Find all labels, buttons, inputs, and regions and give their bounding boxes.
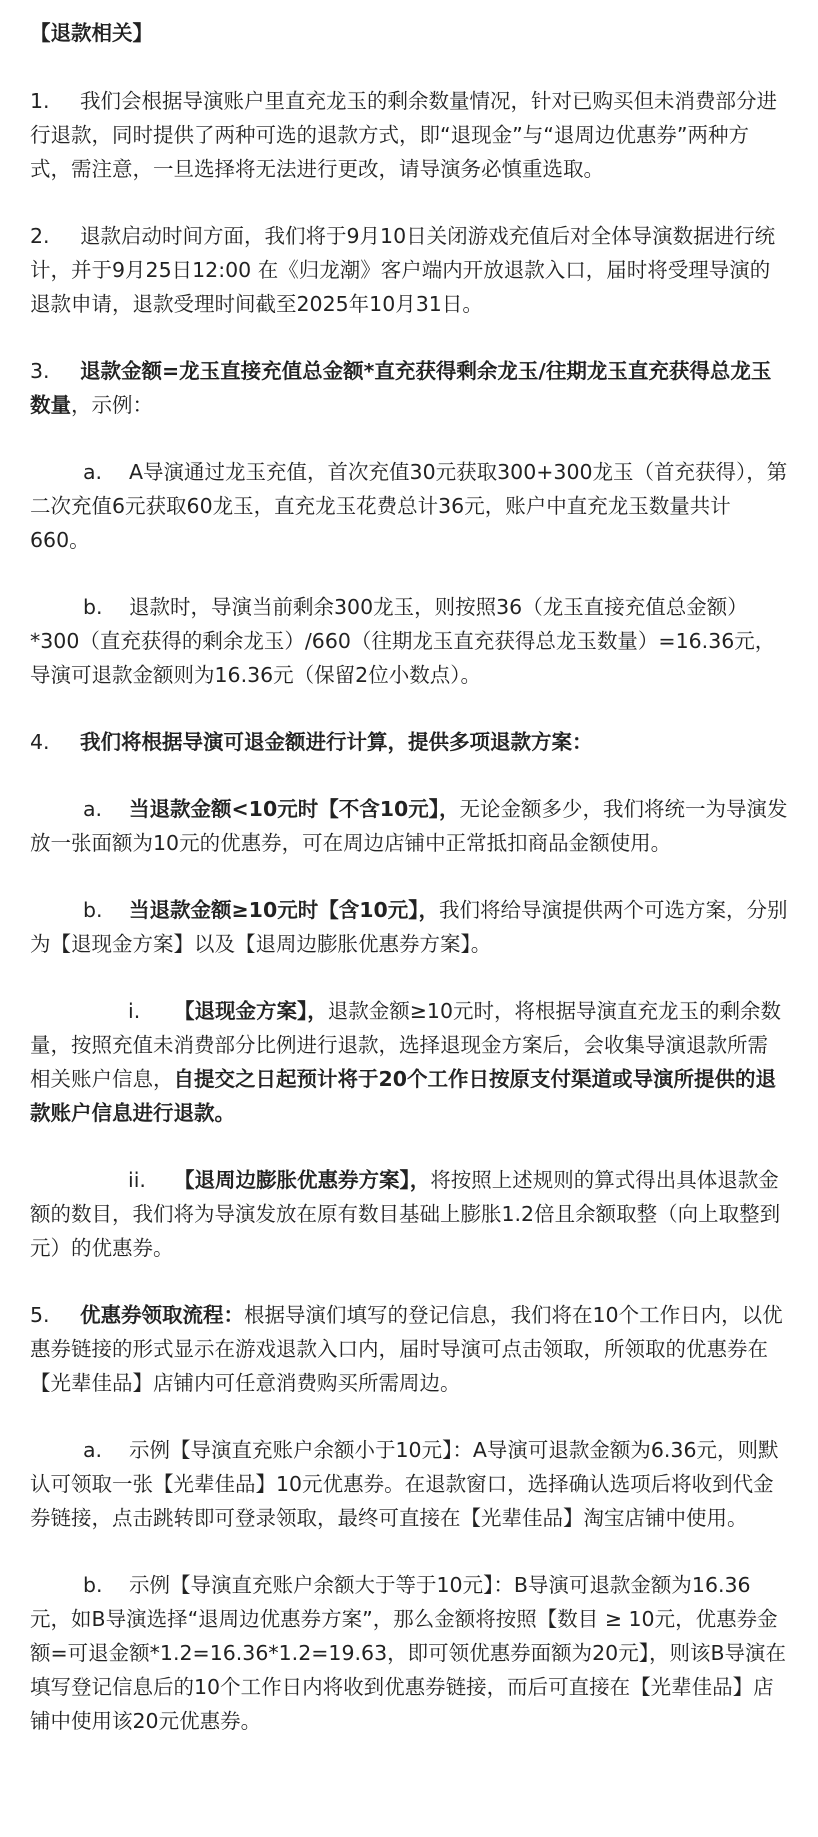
- paragraph-4a: [30, 792, 788, 860]
- item-number: 2.: [30, 224, 50, 248]
- item-number: a.: [83, 797, 103, 821]
- item-text: A导演通过龙玉充值，首次充值30元获取300+300龙玉（首充获得），第二次充值6元获取60龙玉，直充龙玉花费总计36元，账户中直充龙玉数量共计660。: [30, 460, 788, 552]
- paragraph-4bi: [30, 994, 788, 1130]
- paragraph-4bii: [30, 1163, 788, 1265]
- paragraph-3b: [30, 590, 788, 692]
- paragraph-4: [30, 725, 788, 759]
- item-bold-text: 【退现金方案】，: [174, 999, 328, 1023]
- paragraph-3a: [30, 455, 788, 557]
- item-text: 无论金额多少，我们将统一为导演发放一张面额为10元的优惠券，可在周边店铺中正常抵扣商品金额使用。: [30, 797, 788, 855]
- paragraph-5: [30, 1298, 788, 1400]
- paragraph-5a: [30, 1433, 788, 1535]
- item-bold-text: 退款金额=龙玉直接充值总金额*直充获得剩余龙玉/往期龙玉直充获得总龙玉数量: [30, 359, 772, 417]
- item-text: 根据导演们填写的登记信息，我们将在10个工作日内，以优惠券链接的形式显示在游戏退款入口内，届时导演可点击领取，所领取的优惠券在【光辈佳品】店铺内可任意消费购买所需周边。: [30, 1303, 783, 1395]
- item-bold-text: 我们将根据导演可退金额进行计算，提供多项退款方案：: [80, 730, 593, 754]
- item-number: 4.: [30, 730, 50, 754]
- item-text: 退款时，导演当前剩余300龙玉，则按照36（龙玉直接充值总金额）*300（直充获得的剩余龙玉）/660（往期龙玉直充获得总龙玉数量）=16.36元，导演可退款金额则为16.36元（保留2位小数点）。: [30, 595, 776, 687]
- item-text: ，示例：: [71, 393, 153, 417]
- paragraph-1: [30, 84, 788, 186]
- item-number: 5.: [30, 1303, 50, 1327]
- item-number: b.: [83, 898, 103, 922]
- item-text: 示例【导演直充账户余额大于等于10元】：B导演可退款金额为16.36元，如B导演选择“退周边优惠券方案”，那么金额将按照【数目 ≥ 10元，优惠券金额=可退金额*1.2=16.36*1.2=19.63，即可领优惠券面额为20元】，则该B导演在填写登记信息后的10个工作日内将收到优惠券链接，而后可直接在【光辈佳品】店铺中使用该20元优惠券。: [30, 1573, 787, 1733]
- paragraph-3: [30, 354, 788, 422]
- item-number: b.: [83, 595, 103, 619]
- item-bold-text: 当退款金额≥10元时【含10元】，: [129, 898, 439, 922]
- item-text: 将按照上述规则的算式得出具体退款金额的数目，我们将为导演发放在原有数目基础上膨胀1.2倍且余额取整（向上取整到元）的优惠券。: [30, 1168, 781, 1260]
- item-bold-text: 优惠券领取流程：: [80, 1303, 244, 1327]
- paragraph-5b: [30, 1568, 788, 1738]
- item-number: a.: [83, 1438, 103, 1462]
- item-number: i.: [128, 999, 141, 1023]
- section-title: 【退款相关】: [30, 21, 153, 45]
- item-bold-text: 【退周边膨胀优惠券方案】，: [174, 1168, 431, 1192]
- paragraph-4b: [30, 893, 788, 961]
- item-number: ii.: [128, 1168, 146, 1192]
- item-text: 示例【导演直充账户余额小于10元】：A导演可退款金额为6.36元，则默认可领取一张【光辈佳品】10元优惠券。在退款窗口，选择确认选项后将收到代金券链接，点击跳转即可登录领取，最终可直接在【光辈佳品】淘宝店铺中使用。: [30, 1438, 779, 1530]
- item-number: b.: [83, 1573, 103, 1597]
- item-text: 退款金额≥10元时，将根据导演直充龙玉的剩余数量，按照充值未消费部分比例进行退款，选择退现金方案后，会收集导演退款所需相关账户信息，: [30, 999, 782, 1091]
- item-number: 1.: [30, 89, 50, 113]
- item-text: 我们将给导演提供两个可选方案，分别为【退现金方案】以及【退周边膨胀优惠券方案】。: [30, 898, 788, 956]
- item-bold-text: 当退款金额<10元时【不含10元】，: [129, 797, 460, 821]
- item-text: 退款启动时间方面，我们将于9月10日关闭游戏充值后对全体导演数据进行统计，并于9月25日12:00 在《归龙潮》客户端内开放退款入口，届时将受理导演的退款申请，退款受理时间截至2025年10月31日。: [30, 224, 776, 316]
- item-number: 3.: [30, 359, 50, 383]
- item-bold-text-2: 自提交之日起预计将于20个工作日按原支付渠道或导演所提供的退款账户信息进行退款。: [30, 1067, 777, 1125]
- item-text: 我们会根据导演账户里直充龙玉的剩余数量情况，针对已购买但未消费部分进行退款，同时提供了两种可选的退款方式，即“退现金”与“退周边优惠券”两种方式，需注意，一旦选择将无法进行更改，请导演务必慎重选取。: [30, 89, 777, 181]
- item-number: a.: [83, 460, 103, 484]
- paragraph-2: [30, 219, 788, 321]
